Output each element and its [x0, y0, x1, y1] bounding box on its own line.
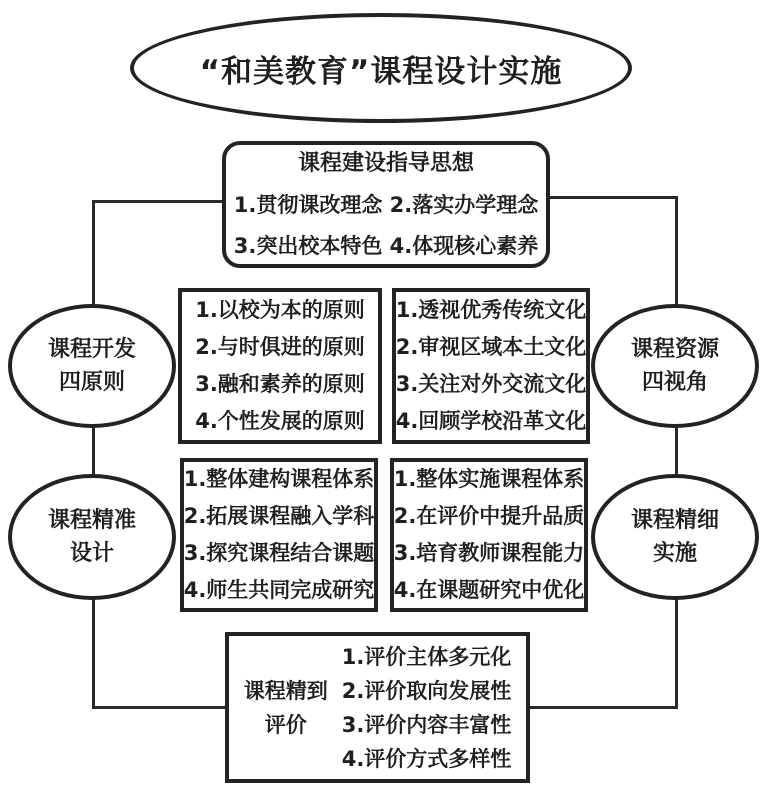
connector-left-mid-vertical: [92, 426, 95, 476]
evaluation-box: [225, 632, 530, 783]
connector-bottom-left-vertical: [92, 597, 95, 709]
fine-implementation-line-1: 课程精细: [630, 508, 719, 533]
dev-principles-line-1: 课程开发: [47, 337, 136, 362]
evaluation-item: 1.评价主体多元化: [341, 644, 512, 669]
precise-design-line-2: 设计: [69, 541, 114, 566]
design-tasks-item: 3.探究课程结合课题: [183, 541, 375, 565]
perspectives-item: 2.审视区域本土文化: [395, 335, 587, 359]
implementation-tasks-item: 2.在评价中提升品质: [393, 504, 585, 528]
perspectives-box: [392, 288, 590, 444]
connector-right-mid-vertical: [675, 426, 678, 476]
implementation-tasks-list: [394, 461, 585, 609]
principles-list: [195, 292, 365, 440]
evaluation-item: 4.评价方式多样性: [341, 746, 512, 771]
design-tasks-box: [180, 458, 378, 612]
guiding-thought-line-1: 1.贯彻课改理念 2.落实办学理念: [233, 192, 539, 217]
principles-item: 4.个性发展的原则: [195, 409, 365, 433]
principles-item: 3.融和素养的原则: [195, 372, 365, 396]
connector-top-left-horizontal: [92, 200, 224, 203]
title-ellipse: [130, 13, 632, 123]
connector-top-right-horizontal: [548, 196, 678, 199]
perspectives-list: [396, 292, 587, 440]
ellipse-resources: [591, 304, 759, 428]
implementation-tasks-item: 4.在课题研究中优化: [393, 578, 585, 602]
connector-bottom-left-horizontal: [92, 706, 227, 709]
principles-box: [178, 288, 382, 444]
fine-implementation-line-2: 实施: [652, 541, 697, 566]
resources-line-1: 课程资源: [630, 337, 719, 362]
guiding-thought-box: [222, 141, 550, 268]
design-tasks-item: 4.师生共同完成研究: [183, 578, 375, 602]
evaluation-item: 3.评价内容丰富性: [341, 712, 512, 737]
principles-item: 2.与时俱进的原则: [195, 335, 365, 359]
connector-top-right-vertical: [675, 196, 678, 306]
precise-design-line-1: 课程精准: [47, 508, 136, 533]
evaluation-list: [342, 640, 512, 776]
ellipse-fine-implementation: [591, 474, 759, 600]
evaluation-item: 2.评价取向发展性: [341, 678, 512, 703]
evaluation-label-line-1: 课程精到: [243, 678, 328, 703]
connector-top-left-vertical: [92, 200, 95, 306]
perspectives-item: 3.关注对外交流文化: [395, 372, 587, 396]
evaluation-label: [244, 674, 328, 742]
evaluation-label-line-2: 评价: [264, 712, 307, 737]
connector-bottom-right-horizontal: [528, 706, 678, 709]
design-tasks-item: 1.整体建构课程体系: [183, 467, 375, 491]
resources-line-2: 四视角: [641, 370, 708, 395]
principles-item: 1.以校为本的原则: [195, 298, 365, 322]
implementation-tasks-item: 3.培育教师课程能力: [393, 541, 585, 565]
dev-principles-line-2: 四原则: [58, 370, 125, 395]
perspectives-item: 4.回顾学校沿革文化: [395, 409, 587, 433]
perspectives-item: 1.透视优秀传统文化: [395, 298, 587, 322]
design-tasks-list: [184, 461, 375, 609]
ellipse-precise-design: [8, 474, 176, 600]
diagram-title: “和美教育”课程设计实施: [199, 53, 563, 90]
guiding-thought-line-2: 3.突出校本特色 4.体现核心素养: [233, 233, 539, 258]
implementation-tasks-item: 1.整体实施课程体系: [393, 467, 585, 491]
ellipse-dev-principles: [8, 304, 176, 428]
implementation-tasks-box: [390, 458, 588, 612]
guiding-thought-title: 课程建设指导思想: [297, 150, 474, 176]
connector-bottom-right-vertical: [675, 597, 678, 709]
design-tasks-item: 2.拓展课程融入学科: [183, 504, 375, 528]
